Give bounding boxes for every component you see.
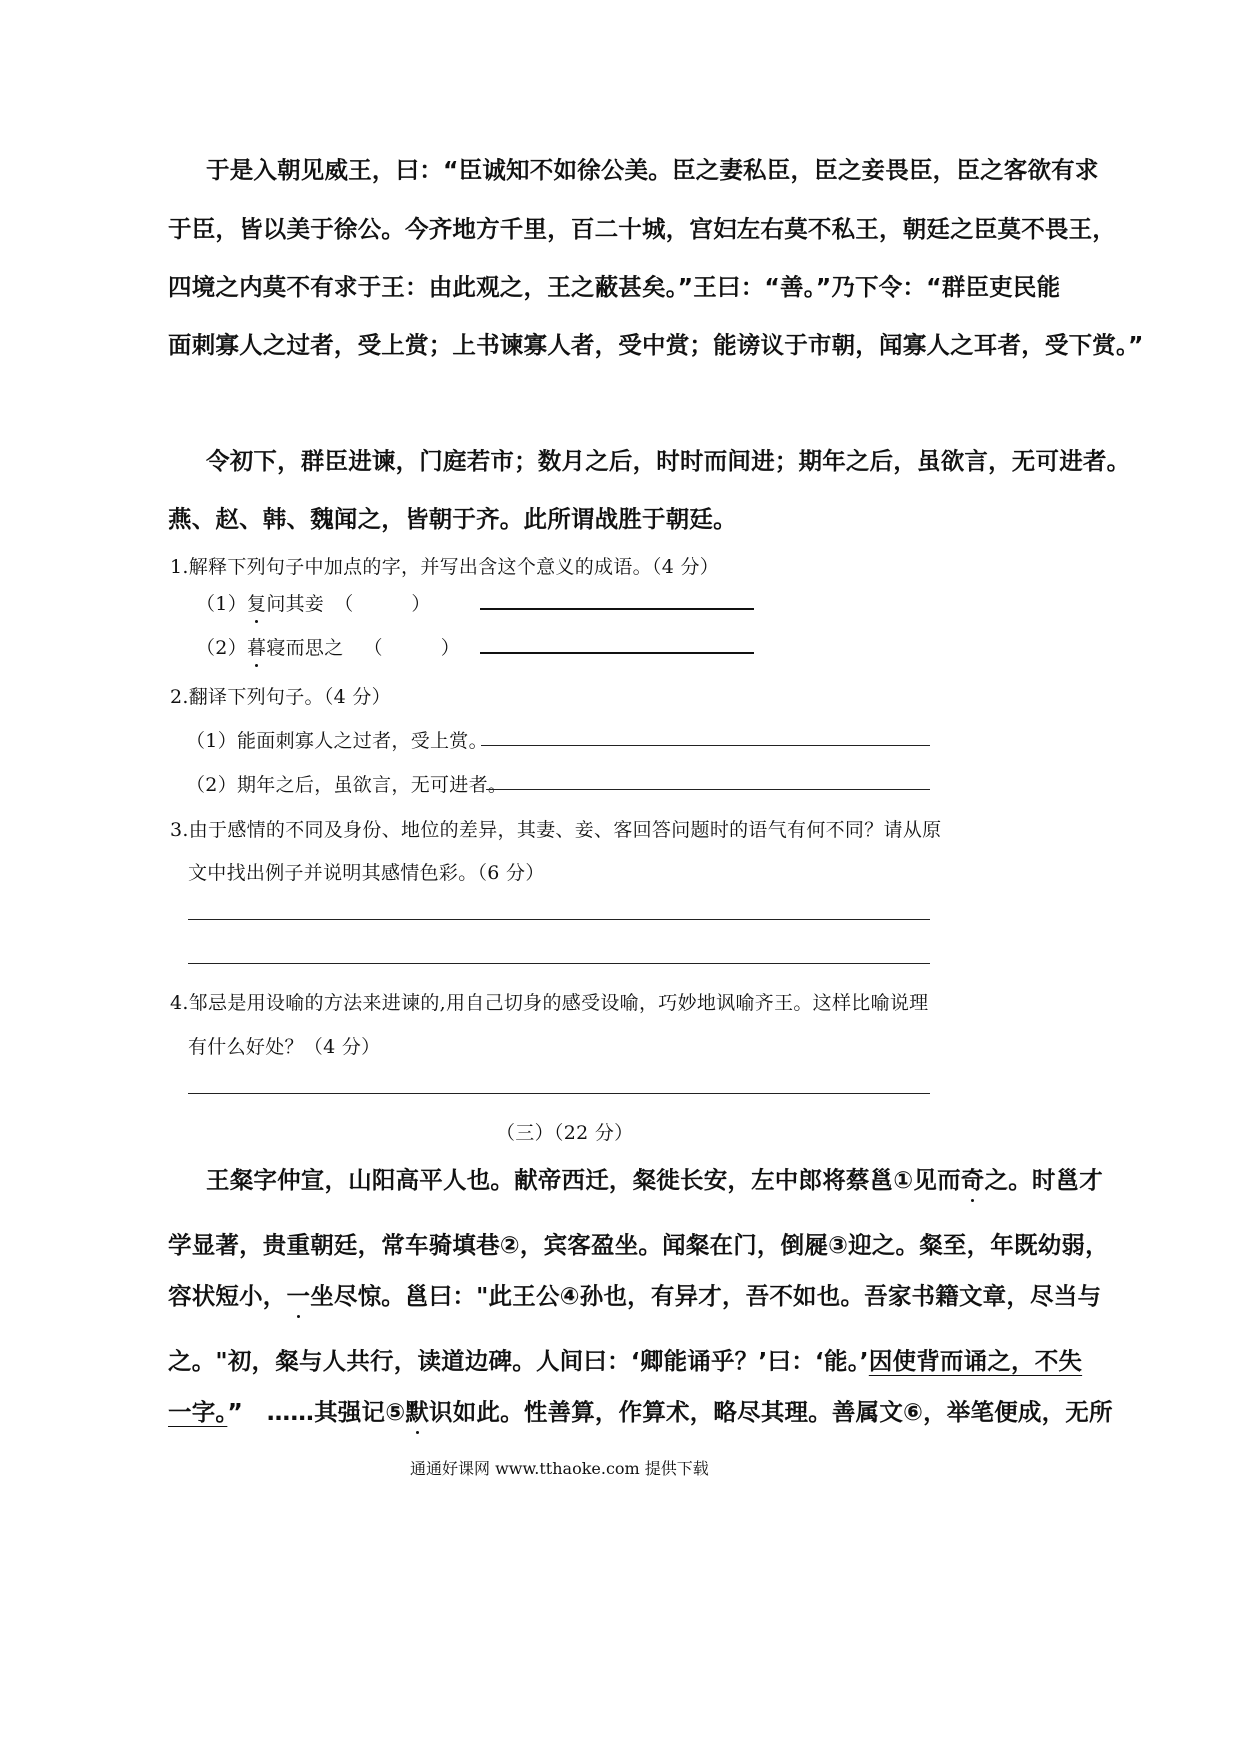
q1-item-1-dotted-char: 复 — [247, 589, 266, 616]
passage3-line-4-underlined-text: 因使背而诵之，不失 — [868, 1347, 1083, 1375]
q4-answer-line[interactable] — [188, 1093, 930, 1094]
q3-answer-line-2[interactable] — [188, 963, 930, 964]
passage3-line-3-text-b: 坐尽惊。邕曰："此王公④孙也，有异才，吾不如也。吾家书籍文章，尽当与 — [310, 1282, 1102, 1310]
passage1-line-1: 于是入朝见威王，曰：“臣诚知不如徐公美。臣之妻私臣，臣之妾畏臣，臣之客欲有求 — [206, 156, 1099, 184]
q1-item-2 — [196, 633, 460, 660]
q1-item-1-num: （1） — [196, 593, 247, 615]
passage2-line-1: 令初下，群臣进谏，门庭若市；数月之后，时时而间进；期年之后，虽欲言，无可进者。 — [206, 447, 1131, 475]
passage3-line-5-text-a: ” ……其强记⑤ — [227, 1398, 406, 1426]
q1-item-2-num: （2） — [196, 637, 247, 659]
footer-text: 通通好课网 www.tthaoke.com 提供下载 — [410, 1459, 709, 1478]
q3-line-1: 3.由于感情的不同及身份、地位的差异，其妻、妾、客回答问题时的语气有何不同？请从原 — [170, 819, 942, 841]
q2-item-2: （2）期年之后，虽欲言，无可进者。 — [186, 774, 508, 796]
q1-item-1-paren: （ ） — [334, 593, 431, 615]
q1-item-2-answer-line[interactable] — [480, 652, 754, 654]
passage1-line-2: 于臣，皆以美于徐公。今齐地方千里，百二十城，宫妇左右莫不私王，朝廷之臣莫不畏王， — [168, 215, 1116, 243]
q2-title: 2.翻译下列句子。（4 分） — [170, 686, 391, 708]
passage3-line-5-dotted-char: 默 — [405, 1393, 429, 1427]
passage2-line-2: 燕、赵、韩、魏闻之，皆朝于齐。此所谓战胜于朝廷。 — [168, 505, 737, 533]
q1-item-2-paren: （ ） — [363, 637, 461, 659]
passage3-line-1-dotted-char: 奇 — [961, 1161, 985, 1195]
q1-title: 1.解释下列句子中加点的字，并写出含这个意义的成语。（4 分） — [170, 556, 720, 578]
passage1-line-3: 四境之内莫不有求于王：由此观之，王之蔽甚矣。”王曰：“善。”乃下令：“群臣吏民能 — [168, 273, 1061, 301]
q1-item-2-dotted-char: 暮 — [247, 633, 266, 660]
passage3-line-5-text-b: 识如此。性善算，作算术，略尽其理。善属文⑥，举笔便成，无所 — [429, 1398, 1113, 1426]
passage3-line-3-dotted-char: 一 — [287, 1277, 311, 1311]
q2-item-2-answer-line[interactable] — [486, 789, 930, 790]
q4-line-2: 有什么好处？（4 分） — [188, 1036, 381, 1058]
passage3-line-4 — [168, 1342, 1082, 1376]
q2-item-1-answer-line[interactable] — [481, 745, 930, 746]
q1-item-2-text: 寝而思之 — [266, 637, 344, 659]
q4-line-1: 4.邹忌是用设喻的方法来进谏的,用自己切身的感受设喻，巧妙地讽喻齐王。这样比喻说理 — [170, 992, 929, 1014]
passage3-line-3 — [168, 1277, 1101, 1311]
passage3-line-1 — [206, 1161, 1103, 1195]
q1-item-1-answer-line[interactable] — [480, 608, 754, 610]
passage3-line-5 — [168, 1393, 1113, 1427]
q3-line-2: 文中找出例子并说明其感情色彩。（6 分） — [188, 862, 545, 884]
passage3-line-1-text-b: 之。时邕才 — [984, 1166, 1103, 1194]
passage3-line-4-text: 之。"初，粲与人共行，读道边碑。人间曰：‘卿能诵乎？’曰：‘能。’ — [168, 1347, 869, 1375]
passage3-line-1-text-a: 王粲字仲宣，山阳高平人也。献帝西迁，粲徙长安，左中郎将蔡邕①见而 — [206, 1166, 961, 1194]
section3-heading: （三）（22 分） — [496, 1122, 634, 1144]
passage3-line-2: 学显著，贵重朝廷，常车骑填巷②，宾客盈坐。闻粲在门，倒屣③迎之。粲至，年既幼弱， — [168, 1231, 1109, 1259]
q1-item-1-text: 问其妾 — [266, 593, 325, 615]
q3-answer-line-1[interactable] — [188, 919, 930, 920]
q2-item-1: （1）能面刺寡人之过者，受上赏。 — [186, 730, 488, 752]
passage3-line-3-text-a: 容状短小， — [168, 1282, 287, 1310]
passage3-line-5-underlined-text: 一字。 — [168, 1398, 228, 1426]
q1-item-1 — [196, 589, 431, 616]
passage1-line-4: 面刺寡人之过者，受上赏；上书谏寡人者，受中赏；能谤议于市朝，闻寡人之耳者，受下赏。” — [168, 331, 1144, 359]
